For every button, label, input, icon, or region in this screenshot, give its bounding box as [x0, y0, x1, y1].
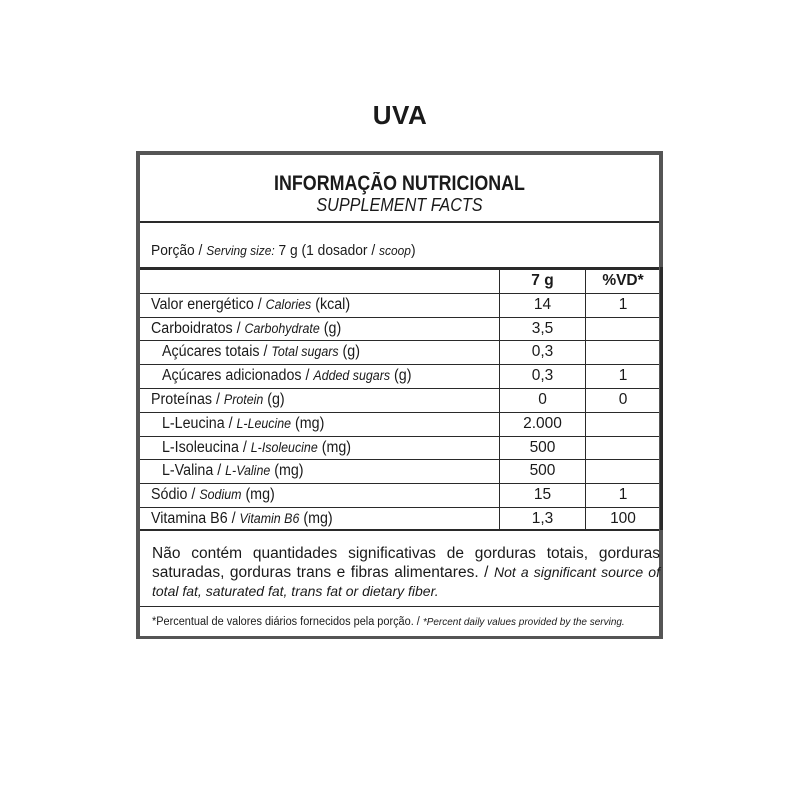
nutrient-row: [140, 483, 659, 506]
nutrient-quantity: 0: [538, 391, 547, 408]
nutrient-unit: (mg): [270, 462, 304, 480]
nutrient-name: [151, 317, 341, 340]
nutrient-quantity: 2.000: [523, 414, 562, 432]
nutrient-name-pt: Açúcares totais /: [162, 343, 272, 361]
nutrient-name: [162, 436, 351, 459]
footnote-divider: [140, 606, 659, 607]
column-header-vd: %VD*: [602, 272, 644, 289]
serving-value-pt: 7 g (1 dosador /: [274, 242, 380, 259]
not-significant-note-en: Not a significant source of total fat, saturated fat, trans fat or dietary fiber.: [152, 564, 660, 599]
nutrient-name: [151, 507, 333, 530]
nutrient-name: [151, 293, 350, 316]
nutrient-name: [151, 388, 285, 411]
nutrition-facts-panel: [136, 151, 663, 639]
nutrient-unit: (g): [263, 391, 285, 408]
panel-subtitle: SUPPLEMENT FACTS: [316, 195, 483, 215]
nutrient-name-en: Calories: [265, 296, 312, 312]
nutrient-unit: (kcal): [311, 295, 351, 313]
nutrient-quantity: 500: [529, 462, 556, 480]
nutrient-quantity: 0,3: [531, 343, 554, 361]
nutrient-unit: (g): [319, 319, 342, 337]
nutrient-unit: (mg): [299, 510, 333, 527]
serving-label-en: Serving size:: [206, 243, 275, 258]
nutrient-name-pt: Valor energético /: [151, 295, 266, 313]
nutrient-name-pt: L-Isoleucina /: [162, 438, 251, 456]
nutrient-name: [162, 459, 304, 482]
nutrient-name: [151, 483, 275, 506]
nutrient-daily-value: 0: [618, 391, 628, 408]
nutrient-row: [140, 436, 659, 459]
nutrient-name-en: Protein: [223, 392, 264, 407]
nutrient-row: [140, 459, 659, 482]
nutrient-name: [162, 412, 324, 435]
serving-value-en: scoop: [379, 243, 411, 258]
serving-close: ): [410, 242, 416, 259]
daily-value-note-pt: *Percentual de valores diários fornecidos pela porção. /: [152, 616, 423, 628]
daily-value-note: [152, 616, 625, 628]
nutrient-unit: (mg): [241, 486, 275, 504]
nutrient-row: [140, 388, 659, 411]
nutrient-quantity: 0,3: [531, 367, 554, 385]
nutrient-name-en: Sodium: [199, 487, 242, 503]
column-header-qty: 7 g: [531, 272, 554, 289]
nutrient-row: [140, 364, 659, 387]
vd-column-divider: [585, 267, 586, 530]
nutrient-unit: (mg): [291, 414, 325, 432]
nutrient-name: [162, 340, 360, 363]
nutrient-unit: (mg): [317, 438, 352, 456]
nutrient-name-pt: Carboidratos /: [151, 319, 245, 337]
nutrient-daily-value: 1: [618, 295, 628, 313]
nutrient-name-en: L-Isoleucine: [250, 439, 318, 455]
nutrient-unit: (g): [338, 343, 360, 361]
nutrient-row: [140, 412, 659, 435]
nutrient-daily-value: 1: [618, 367, 628, 385]
nutrient-name-en: Added sugars: [313, 368, 391, 384]
nutrient-name-en: L-Valine: [225, 463, 271, 479]
nutrient-quantity: 500: [529, 438, 556, 456]
serving-label-pt: Porção /: [151, 242, 207, 259]
nutrient-name-pt: Proteínas /: [151, 391, 224, 408]
column-header-row: [140, 269, 659, 292]
nutrient-quantity: 3,5: [531, 319, 554, 337]
nutrient-name: [162, 364, 411, 387]
not-significant-note: [152, 544, 660, 601]
nutrient-row: [140, 340, 659, 363]
nutrient-name-en: Vitamin B6: [239, 511, 300, 526]
daily-value-note-en: *Percent daily values provided by the serving.: [422, 616, 625, 628]
nutrient-unit: (g): [390, 367, 412, 385]
nutrient-name-pt: Vitamina B6 /: [151, 510, 240, 527]
nutrient-name-pt: Açúcares adicionados /: [162, 367, 314, 385]
panel-title: INFORMAÇÃO NUTRICIONAL: [274, 172, 525, 195]
nutrient-name-en: Carbohydrate: [244, 320, 320, 336]
nutrient-quantity: 1,3: [531, 510, 554, 527]
not-significant-note-pt: Não contém quantidades significativas de gorduras totais, gorduras saturadas, gorduras trans e fibras alimentares. /: [152, 545, 660, 581]
nutrient-row: [140, 507, 659, 530]
nutrient-name-en: Total sugars: [271, 344, 339, 360]
table-right-border: [660, 267, 663, 530]
nutrient-row: [140, 317, 659, 340]
header-divider: [140, 221, 659, 223]
nutrient-name-pt: L-Valina /: [162, 462, 226, 480]
nutrient-quantity: 15: [533, 486, 552, 504]
qty-column-divider: [499, 267, 500, 530]
flavor-title: UVA: [372, 100, 428, 130]
nutrient-daily-value: 1: [618, 486, 628, 504]
nutrient-name-pt: Sódio /: [151, 486, 200, 504]
table-bottom-divider: [140, 529, 659, 531]
nutrient-name-en: L-Leucine: [236, 415, 292, 431]
nutrient-row: [140, 293, 659, 316]
nutrient-daily-value: 100: [610, 510, 636, 527]
nutrient-name-pt: L-Leucina /: [162, 414, 237, 432]
serving-size: [151, 242, 416, 259]
nutrient-quantity: 14: [533, 295, 552, 313]
